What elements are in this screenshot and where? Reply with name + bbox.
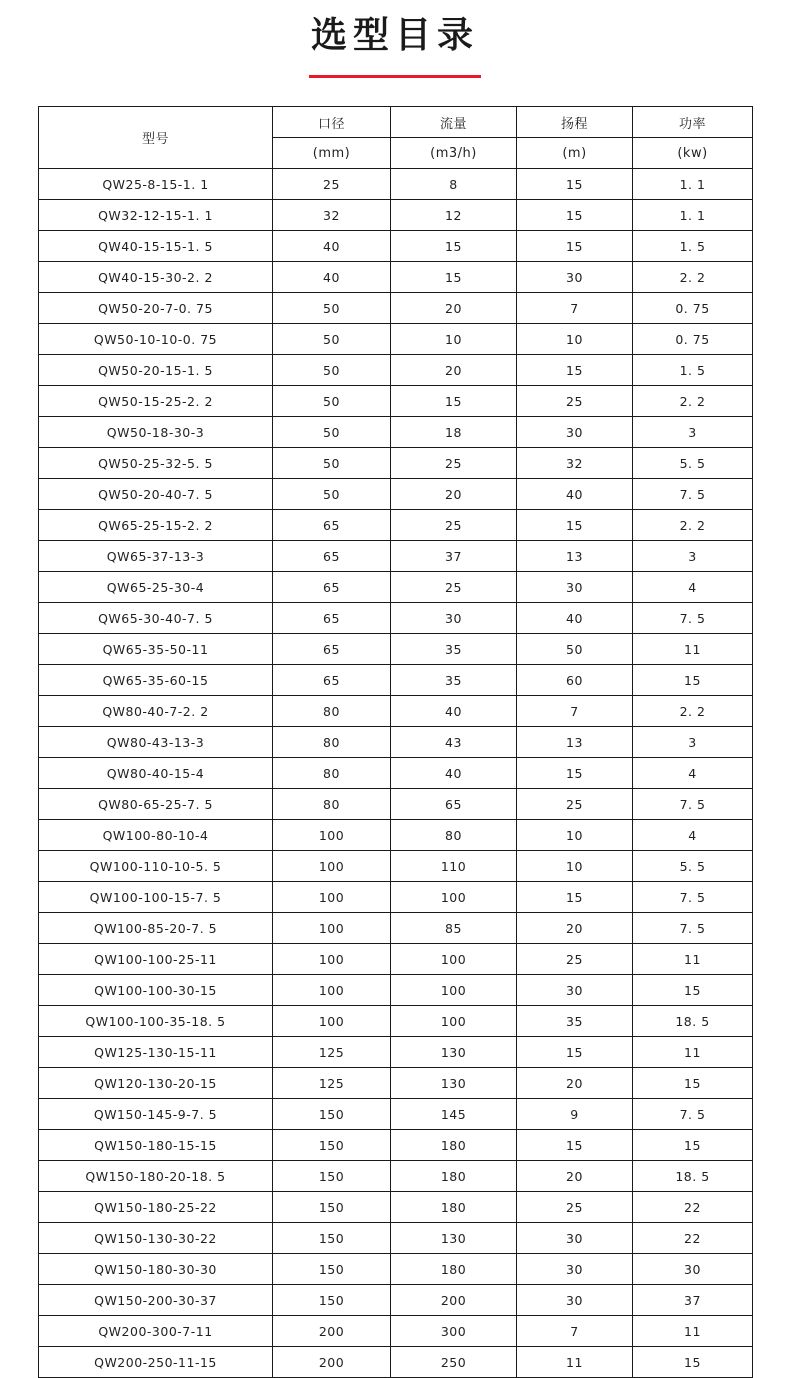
cell-flow: 12 <box>391 200 517 231</box>
cell-bore: 80 <box>273 696 391 727</box>
table-row <box>39 510 753 541</box>
cell-power: 1. 1 <box>633 169 753 200</box>
cell-power: 7. 5 <box>633 479 753 510</box>
cell-model: QW50-25-32-5. 5 <box>39 448 273 479</box>
cell-flow: 180 <box>391 1254 517 1285</box>
cell-power: 5. 5 <box>633 448 753 479</box>
table-row <box>39 169 753 200</box>
table-row <box>39 293 753 324</box>
cell-head: 30 <box>517 1223 633 1254</box>
cell-head: 35 <box>517 1006 633 1037</box>
table-row <box>39 324 753 355</box>
column-header-head: 扬程 <box>517 107 633 138</box>
cell-model: QW150-130-30-22 <box>39 1223 273 1254</box>
cell-flow: 100 <box>391 975 517 1006</box>
cell-head: 25 <box>517 789 633 820</box>
cell-model: QW65-30-40-7. 5 <box>39 603 273 634</box>
cell-head: 15 <box>517 231 633 262</box>
cell-bore: 25 <box>273 169 391 200</box>
cell-head: 15 <box>517 200 633 231</box>
cell-head: 25 <box>517 1192 633 1223</box>
cell-power: 2. 2 <box>633 510 753 541</box>
cell-power: 30 <box>633 1254 753 1285</box>
cell-power: 5. 5 <box>633 851 753 882</box>
table-row <box>39 851 753 882</box>
cell-model: QW150-180-15-15 <box>39 1130 273 1161</box>
cell-head: 13 <box>517 541 633 572</box>
cell-bore: 100 <box>273 975 391 1006</box>
cell-bore: 32 <box>273 200 391 231</box>
cell-model: QW100-80-10-4 <box>39 820 273 851</box>
cell-power: 1. 5 <box>633 231 753 262</box>
cell-model: QW125-130-15-11 <box>39 1037 273 1068</box>
table-row <box>39 1161 753 1192</box>
cell-bore: 40 <box>273 231 391 262</box>
table-row <box>39 541 753 572</box>
cell-flow: 85 <box>391 913 517 944</box>
cell-bore: 150 <box>273 1161 391 1192</box>
cell-head: 7 <box>517 1316 633 1347</box>
cell-flow: 180 <box>391 1161 517 1192</box>
spec-table-container <box>0 78 790 1378</box>
cell-model: QW40-15-30-2. 2 <box>39 262 273 293</box>
cell-power: 0. 75 <box>633 293 753 324</box>
cell-flow: 300 <box>391 1316 517 1347</box>
table-row <box>39 882 753 913</box>
table-row <box>39 634 753 665</box>
table-row <box>39 200 753 231</box>
cell-model: QW100-100-15-7. 5 <box>39 882 273 913</box>
cell-power: 15 <box>633 665 753 696</box>
table-row <box>39 665 753 696</box>
cell-head: 40 <box>517 479 633 510</box>
table-row <box>39 386 753 417</box>
table-row <box>39 262 753 293</box>
cell-bore: 150 <box>273 1254 391 1285</box>
column-unit-bore: (mm) <box>273 138 391 169</box>
cell-model: QW100-110-10-5. 5 <box>39 851 273 882</box>
cell-bore: 50 <box>273 355 391 386</box>
cell-power: 2. 2 <box>633 696 753 727</box>
table-row <box>39 696 753 727</box>
cell-bore: 100 <box>273 1006 391 1037</box>
cell-model: QW100-100-25-11 <box>39 944 273 975</box>
cell-head: 30 <box>517 417 633 448</box>
cell-power: 18. 5 <box>633 1006 753 1037</box>
cell-flow: 250 <box>391 1347 517 1378</box>
cell-flow: 8 <box>391 169 517 200</box>
cell-power: 15 <box>633 1130 753 1161</box>
column-header-model: 型号 <box>39 107 273 169</box>
cell-flow: 110 <box>391 851 517 882</box>
cell-bore: 50 <box>273 293 391 324</box>
cell-bore: 65 <box>273 510 391 541</box>
cell-bore: 150 <box>273 1192 391 1223</box>
cell-head: 15 <box>517 1037 633 1068</box>
cell-head: 11 <box>517 1347 633 1378</box>
cell-bore: 65 <box>273 634 391 665</box>
table-header-row-names <box>39 107 753 138</box>
cell-model: QW65-25-30-4 <box>39 572 273 603</box>
cell-power: 15 <box>633 975 753 1006</box>
cell-head: 15 <box>517 169 633 200</box>
cell-model: QW150-200-30-37 <box>39 1285 273 1316</box>
cell-model: QW100-85-20-7. 5 <box>39 913 273 944</box>
cell-flow: 130 <box>391 1223 517 1254</box>
cell-model: QW65-35-50-11 <box>39 634 273 665</box>
cell-bore: 200 <box>273 1347 391 1378</box>
table-row <box>39 1006 753 1037</box>
cell-head: 15 <box>517 355 633 386</box>
title-block <box>0 0 790 78</box>
cell-bore: 150 <box>273 1285 391 1316</box>
cell-power: 11 <box>633 944 753 975</box>
cell-flow: 35 <box>391 665 517 696</box>
cell-model: QW150-180-20-18. 5 <box>39 1161 273 1192</box>
table-row <box>39 1347 753 1378</box>
cell-bore: 40 <box>273 262 391 293</box>
column-header-flow: 流量 <box>391 107 517 138</box>
cell-flow: 35 <box>391 634 517 665</box>
table-body <box>39 169 753 1378</box>
table-row <box>39 1037 753 1068</box>
cell-head: 15 <box>517 758 633 789</box>
cell-bore: 150 <box>273 1223 391 1254</box>
cell-power: 18. 5 <box>633 1161 753 1192</box>
cell-power: 37 <box>633 1285 753 1316</box>
cell-power: 4 <box>633 820 753 851</box>
table-row <box>39 789 753 820</box>
cell-power: 4 <box>633 758 753 789</box>
cell-model: QW50-20-40-7. 5 <box>39 479 273 510</box>
table-row <box>39 1068 753 1099</box>
cell-flow: 30 <box>391 603 517 634</box>
table-row <box>39 1285 753 1316</box>
cell-head: 40 <box>517 603 633 634</box>
cell-model: QW150-145-9-7. 5 <box>39 1099 273 1130</box>
cell-power: 15 <box>633 1068 753 1099</box>
cell-model: QW65-35-60-15 <box>39 665 273 696</box>
cell-model: QW32-12-15-1. 1 <box>39 200 273 231</box>
cell-flow: 20 <box>391 355 517 386</box>
column-unit-power: (kw) <box>633 138 753 169</box>
cell-model: QW50-18-30-3 <box>39 417 273 448</box>
cell-model: QW100-100-30-15 <box>39 975 273 1006</box>
cell-head: 10 <box>517 324 633 355</box>
column-unit-flow: (m3/h) <box>391 138 517 169</box>
cell-power: 11 <box>633 634 753 665</box>
cell-model: QW50-20-15-1. 5 <box>39 355 273 386</box>
cell-flow: 20 <box>391 479 517 510</box>
table-row <box>39 913 753 944</box>
cell-model: QW80-43-13-3 <box>39 727 273 758</box>
cell-power: 1. 5 <box>633 355 753 386</box>
cell-bore: 125 <box>273 1037 391 1068</box>
cell-flow: 25 <box>391 510 517 541</box>
cell-bore: 100 <box>273 882 391 913</box>
table-row <box>39 975 753 1006</box>
cell-bore: 80 <box>273 758 391 789</box>
cell-bore: 100 <box>273 851 391 882</box>
page-title: 选型目录 <box>310 15 479 56</box>
cell-bore: 50 <box>273 479 391 510</box>
cell-bore: 100 <box>273 820 391 851</box>
cell-flow: 10 <box>391 324 517 355</box>
cell-flow: 130 <box>391 1037 517 1068</box>
cell-power: 2. 2 <box>633 262 753 293</box>
cell-model: QW120-130-20-15 <box>39 1068 273 1099</box>
cell-model: QW50-20-7-0. 75 <box>39 293 273 324</box>
cell-flow: 37 <box>391 541 517 572</box>
cell-flow: 25 <box>391 572 517 603</box>
cell-flow: 100 <box>391 882 517 913</box>
table-header <box>39 107 753 169</box>
cell-flow: 100 <box>391 1006 517 1037</box>
table-row <box>39 1223 753 1254</box>
cell-power: 1. 1 <box>633 200 753 231</box>
cell-model: QW100-100-35-18. 5 <box>39 1006 273 1037</box>
column-unit-head: (m) <box>517 138 633 169</box>
cell-head: 20 <box>517 913 633 944</box>
cell-power: 2. 2 <box>633 386 753 417</box>
cell-head: 20 <box>517 1161 633 1192</box>
cell-model: QW80-40-7-2. 2 <box>39 696 273 727</box>
cell-flow: 180 <box>391 1192 517 1223</box>
cell-head: 7 <box>517 293 633 324</box>
cell-flow: 200 <box>391 1285 517 1316</box>
cell-head: 30 <box>517 572 633 603</box>
cell-flow: 145 <box>391 1099 517 1130</box>
table-row <box>39 1099 753 1130</box>
cell-head: 25 <box>517 386 633 417</box>
table-row <box>39 572 753 603</box>
cell-head: 15 <box>517 1130 633 1161</box>
cell-flow: 18 <box>391 417 517 448</box>
cell-bore: 125 <box>273 1068 391 1099</box>
cell-power: 3 <box>633 417 753 448</box>
cell-bore: 80 <box>273 789 391 820</box>
table-row <box>39 479 753 510</box>
cell-model: QW80-65-25-7. 5 <box>39 789 273 820</box>
cell-head: 10 <box>517 851 633 882</box>
cell-head: 20 <box>517 1068 633 1099</box>
cell-head: 7 <box>517 696 633 727</box>
cell-model: QW40-15-15-1. 5 <box>39 231 273 262</box>
table-row <box>39 1254 753 1285</box>
table-row <box>39 355 753 386</box>
cell-head: 10 <box>517 820 633 851</box>
cell-head: 50 <box>517 634 633 665</box>
cell-flow: 80 <box>391 820 517 851</box>
cell-bore: 200 <box>273 1316 391 1347</box>
cell-flow: 65 <box>391 789 517 820</box>
cell-power: 7. 5 <box>633 913 753 944</box>
cell-power: 3 <box>633 727 753 758</box>
cell-bore: 50 <box>273 448 391 479</box>
cell-power: 15 <box>633 1347 753 1378</box>
cell-flow: 180 <box>391 1130 517 1161</box>
cell-flow: 130 <box>391 1068 517 1099</box>
table-row <box>39 820 753 851</box>
table-row <box>39 944 753 975</box>
cell-model: QW150-180-30-30 <box>39 1254 273 1285</box>
cell-model: QW65-25-15-2. 2 <box>39 510 273 541</box>
cell-head: 15 <box>517 510 633 541</box>
cell-bore: 50 <box>273 324 391 355</box>
cell-bore: 65 <box>273 572 391 603</box>
cell-flow: 40 <box>391 758 517 789</box>
table-row <box>39 417 753 448</box>
cell-model: QW50-15-25-2. 2 <box>39 386 273 417</box>
cell-bore: 80 <box>273 727 391 758</box>
cell-power: 7. 5 <box>633 789 753 820</box>
cell-head: 15 <box>517 882 633 913</box>
cell-bore: 65 <box>273 665 391 696</box>
cell-flow: 15 <box>391 262 517 293</box>
cell-power: 0. 75 <box>633 324 753 355</box>
cell-flow: 20 <box>391 293 517 324</box>
table-row <box>39 231 753 262</box>
cell-head: 25 <box>517 944 633 975</box>
cell-flow: 15 <box>391 231 517 262</box>
cell-model: QW25-8-15-1. 1 <box>39 169 273 200</box>
cell-model: QW50-10-10-0. 75 <box>39 324 273 355</box>
cell-flow: 25 <box>391 448 517 479</box>
column-header-power: 功率 <box>633 107 753 138</box>
cell-model: QW80-40-15-4 <box>39 758 273 789</box>
cell-power: 11 <box>633 1316 753 1347</box>
cell-model: QW200-300-7-11 <box>39 1316 273 1347</box>
cell-power: 7. 5 <box>633 603 753 634</box>
cell-bore: 150 <box>273 1099 391 1130</box>
cell-bore: 100 <box>273 913 391 944</box>
cell-power: 3 <box>633 541 753 572</box>
cell-power: 22 <box>633 1192 753 1223</box>
cell-flow: 40 <box>391 696 517 727</box>
cell-bore: 50 <box>273 417 391 448</box>
cell-power: 4 <box>633 572 753 603</box>
cell-flow: 100 <box>391 944 517 975</box>
cell-power: 22 <box>633 1223 753 1254</box>
table-row <box>39 727 753 758</box>
table-row <box>39 1130 753 1161</box>
cell-head: 9 <box>517 1099 633 1130</box>
cell-head: 30 <box>517 1285 633 1316</box>
pump-spec-table <box>38 106 753 1378</box>
cell-power: 7. 5 <box>633 1099 753 1130</box>
cell-head: 30 <box>517 975 633 1006</box>
table-row <box>39 448 753 479</box>
cell-model: QW150-180-25-22 <box>39 1192 273 1223</box>
cell-power: 7. 5 <box>633 882 753 913</box>
cell-bore: 65 <box>273 603 391 634</box>
cell-flow: 15 <box>391 386 517 417</box>
cell-flow: 43 <box>391 727 517 758</box>
column-header-bore: 口径 <box>273 107 391 138</box>
cell-bore: 50 <box>273 386 391 417</box>
cell-head: 32 <box>517 448 633 479</box>
cell-model: QW65-37-13-3 <box>39 541 273 572</box>
table-row <box>39 1192 753 1223</box>
table-row <box>39 603 753 634</box>
cell-head: 60 <box>517 665 633 696</box>
cell-model: QW200-250-11-15 <box>39 1347 273 1378</box>
cell-head: 30 <box>517 1254 633 1285</box>
cell-bore: 150 <box>273 1130 391 1161</box>
table-row <box>39 1316 753 1347</box>
cell-head: 13 <box>517 727 633 758</box>
table-row <box>39 758 753 789</box>
cell-bore: 65 <box>273 541 391 572</box>
cell-head: 30 <box>517 262 633 293</box>
cell-bore: 100 <box>273 944 391 975</box>
cell-power: 11 <box>633 1037 753 1068</box>
